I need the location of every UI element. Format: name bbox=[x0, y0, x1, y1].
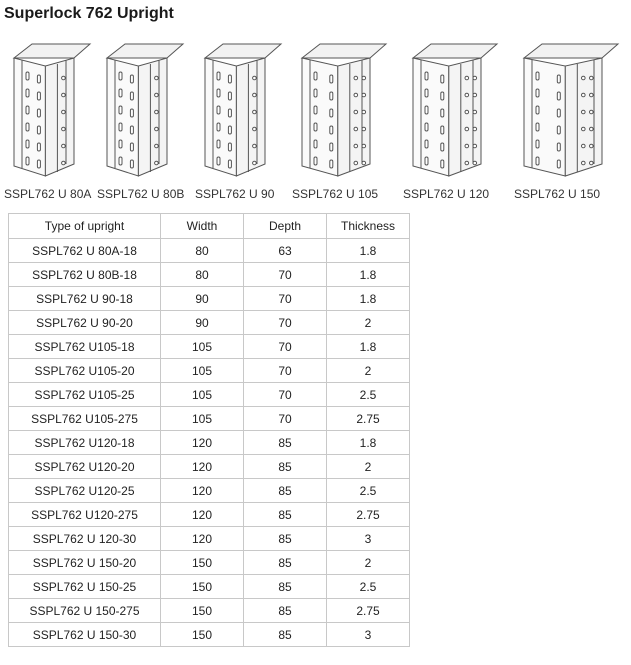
cell-depth: 70 bbox=[244, 287, 327, 311]
table-header-row bbox=[9, 214, 410, 239]
cell-thickness: 3 bbox=[327, 527, 410, 551]
table-row bbox=[9, 503, 410, 527]
cell-width: 120 bbox=[161, 431, 244, 455]
cell-width: 90 bbox=[161, 287, 244, 311]
table-row bbox=[9, 575, 410, 599]
cell-type: SSPL762 U 90-18 bbox=[9, 287, 161, 311]
cell-depth: 85 bbox=[244, 575, 327, 599]
cell-thickness: 2.5 bbox=[327, 383, 410, 407]
cell-width: 105 bbox=[161, 407, 244, 431]
cell-width: 150 bbox=[161, 599, 244, 623]
cell-width: 150 bbox=[161, 623, 244, 647]
cell-thickness: 3 bbox=[327, 623, 410, 647]
figure-150 bbox=[514, 36, 624, 206]
table-row bbox=[9, 527, 410, 551]
cell-thickness: 2 bbox=[327, 455, 410, 479]
cell-thickness: 1.8 bbox=[327, 239, 410, 263]
table-row bbox=[9, 623, 410, 647]
table-row bbox=[9, 431, 410, 455]
cell-type: SSPL762 U 80A-18 bbox=[9, 239, 161, 263]
cell-thickness: 2 bbox=[327, 311, 410, 335]
upright-150-icon bbox=[514, 36, 624, 186]
figure-120 bbox=[403, 36, 503, 206]
cell-width: 105 bbox=[161, 359, 244, 383]
cell-thickness: 2 bbox=[327, 551, 410, 575]
upright-80b-icon bbox=[97, 36, 189, 186]
figure-90 bbox=[195, 36, 287, 206]
table-row bbox=[9, 287, 410, 311]
cell-width: 105 bbox=[161, 335, 244, 359]
cell-type: SSPL762 U105-275 bbox=[9, 407, 161, 431]
cell-thickness: 1.8 bbox=[327, 287, 410, 311]
cell-width: 80 bbox=[161, 263, 244, 287]
cell-depth: 85 bbox=[244, 527, 327, 551]
figure-caption: SSPL762 U 80B bbox=[97, 187, 185, 201]
spec-table bbox=[8, 213, 410, 647]
table-row bbox=[9, 551, 410, 575]
cell-type: SSPL762 U 90-20 bbox=[9, 311, 161, 335]
upright-90-icon bbox=[195, 36, 287, 186]
cell-thickness: 2.5 bbox=[327, 575, 410, 599]
cell-width: 120 bbox=[161, 479, 244, 503]
cell-depth: 70 bbox=[244, 383, 327, 407]
cell-depth: 70 bbox=[244, 263, 327, 287]
cell-thickness: 1.8 bbox=[327, 263, 410, 287]
upright-figures bbox=[0, 36, 631, 206]
cell-depth: 85 bbox=[244, 455, 327, 479]
cell-width: 150 bbox=[161, 551, 244, 575]
figure-caption: SSPL762 U 105 bbox=[292, 187, 379, 201]
cell-width: 120 bbox=[161, 527, 244, 551]
upright-105-icon bbox=[292, 36, 392, 186]
cell-thickness: 1.8 bbox=[327, 335, 410, 359]
cell-thickness: 2.5 bbox=[327, 479, 410, 503]
table-row bbox=[9, 335, 410, 359]
header-depth: Depth bbox=[244, 214, 327, 239]
figure-80a bbox=[4, 36, 96, 206]
upright-80a-icon bbox=[4, 36, 96, 186]
cell-thickness: 2.75 bbox=[327, 599, 410, 623]
cell-thickness: 2.75 bbox=[327, 407, 410, 431]
table-row bbox=[9, 455, 410, 479]
cell-type: SSPL762 U105-25 bbox=[9, 383, 161, 407]
table-row bbox=[9, 599, 410, 623]
cell-type: SSPL762 U 150-25 bbox=[9, 575, 161, 599]
figure-caption: SSPL762 U 120 bbox=[403, 187, 490, 201]
table-row bbox=[9, 407, 410, 431]
upright-120-icon bbox=[403, 36, 503, 186]
cell-depth: 63 bbox=[244, 239, 327, 263]
header-thickness: Thickness bbox=[327, 214, 410, 239]
header-width: Width bbox=[161, 214, 244, 239]
cell-depth: 70 bbox=[244, 311, 327, 335]
table-row bbox=[9, 311, 410, 335]
figure-caption: SSPL762 U 80A bbox=[4, 187, 92, 201]
cell-width: 90 bbox=[161, 311, 244, 335]
cell-type: SSPL762 U 150-30 bbox=[9, 623, 161, 647]
table-row bbox=[9, 263, 410, 287]
cell-type: SSPL762 U120-18 bbox=[9, 431, 161, 455]
cell-depth: 85 bbox=[244, 623, 327, 647]
page-title: Superlock 762 Upright bbox=[4, 5, 174, 22]
cell-type: SSPL762 U 150-20 bbox=[9, 551, 161, 575]
cell-type: SSPL762 U105-20 bbox=[9, 359, 161, 383]
cell-type: SSPL762 U 150-275 bbox=[9, 599, 161, 623]
cell-depth: 70 bbox=[244, 359, 327, 383]
figure-105 bbox=[292, 36, 392, 206]
cell-width: 120 bbox=[161, 455, 244, 479]
cell-thickness: 2.75 bbox=[327, 503, 410, 527]
table-body bbox=[9, 239, 410, 647]
cell-type: SSPL762 U105-18 bbox=[9, 335, 161, 359]
table-row bbox=[9, 479, 410, 503]
cell-depth: 70 bbox=[244, 407, 327, 431]
cell-type: SSPL762 U120-275 bbox=[9, 503, 161, 527]
cell-type: SSPL762 U 80B-18 bbox=[9, 263, 161, 287]
cell-width: 80 bbox=[161, 239, 244, 263]
cell-depth: 70 bbox=[244, 335, 327, 359]
figure-caption: SSPL762 U 150 bbox=[514, 187, 601, 201]
cell-type: SSPL762 U120-25 bbox=[9, 479, 161, 503]
cell-type: SSPL762 U120-20 bbox=[9, 455, 161, 479]
figure-80b bbox=[97, 36, 189, 206]
header-type: Type of upright bbox=[9, 214, 161, 239]
cell-depth: 85 bbox=[244, 479, 327, 503]
cell-depth: 85 bbox=[244, 431, 327, 455]
cell-width: 120 bbox=[161, 503, 244, 527]
figure-caption: SSPL762 U 90 bbox=[195, 187, 275, 201]
cell-depth: 85 bbox=[244, 503, 327, 527]
table-row bbox=[9, 359, 410, 383]
cell-thickness: 1.8 bbox=[327, 431, 410, 455]
cell-depth: 85 bbox=[244, 551, 327, 575]
cell-thickness: 2 bbox=[327, 359, 410, 383]
cell-type: SSPL762 U 120-30 bbox=[9, 527, 161, 551]
cell-width: 150 bbox=[161, 575, 244, 599]
cell-depth: 85 bbox=[244, 599, 327, 623]
table-row bbox=[9, 239, 410, 263]
cell-width: 105 bbox=[161, 383, 244, 407]
table-row bbox=[9, 383, 410, 407]
